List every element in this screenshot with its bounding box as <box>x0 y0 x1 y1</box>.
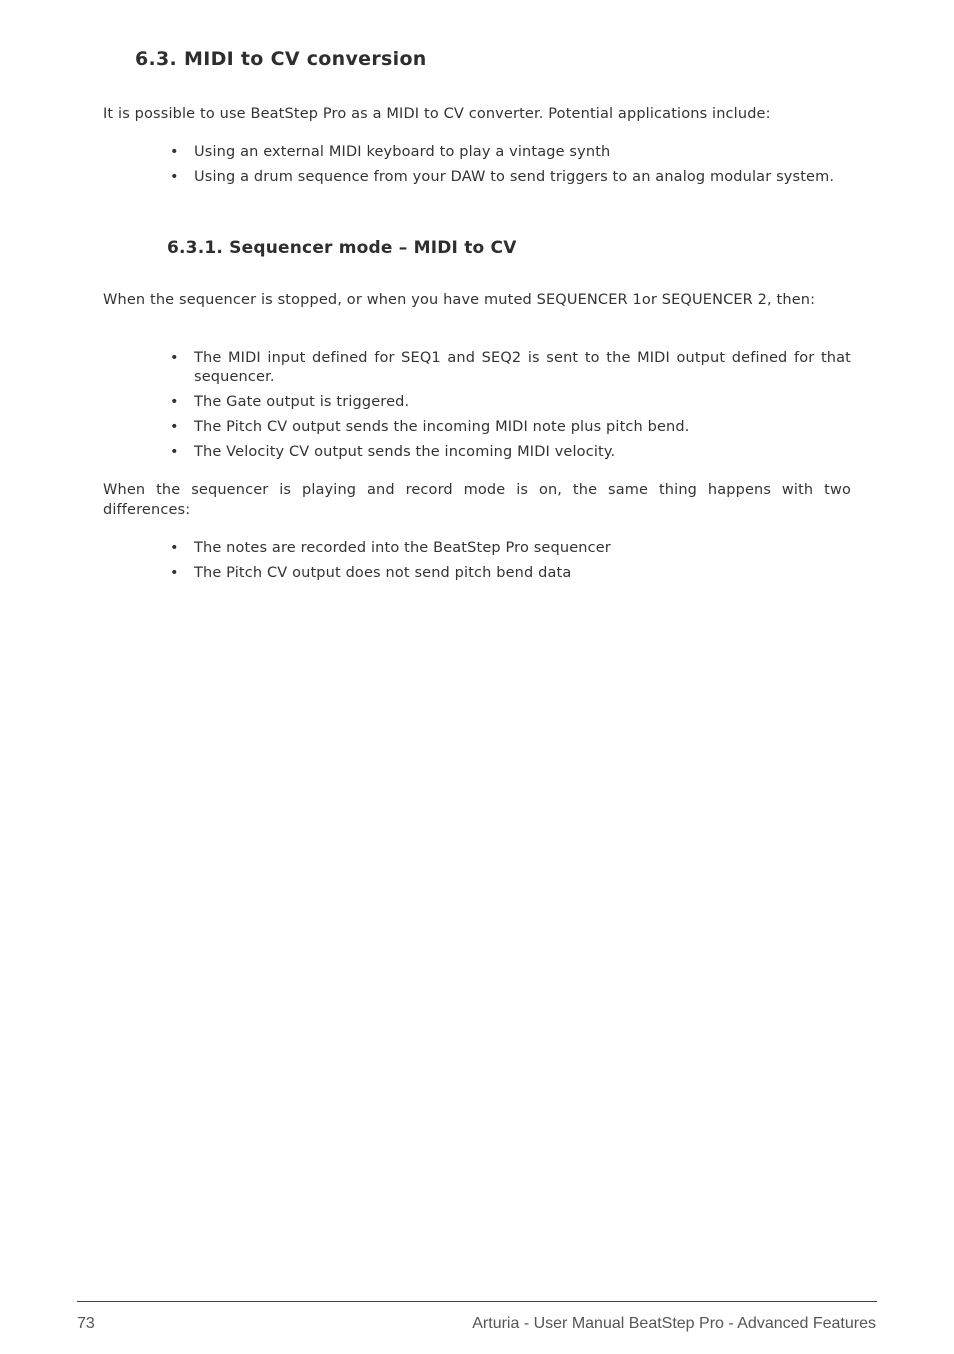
bullet-icon: • <box>170 540 179 556</box>
list-item <box>170 393 851 412</box>
list-item <box>170 349 851 387</box>
list-item <box>170 168 851 187</box>
recording-paragraph: When the sequencer is playing and record mode is on, the same thing happens with two differences: <box>103 482 851 518</box>
subsection-title: 6.3.1. Sequencer mode – MIDI to CV <box>167 238 517 258</box>
list-item-text: The Pitch CV output does not send pitch bend data <box>194 565 572 581</box>
page-number: 73 <box>77 1315 95 1332</box>
stopped-behavior-list <box>170 349 851 468</box>
list-item <box>170 143 851 162</box>
intro-paragraph: It is possible to use BeatStep Pro as a MIDI to CV converter. Potential applications include: <box>103 106 771 122</box>
list-item <box>170 418 851 437</box>
section-title: 6.3. MIDI to CV conversion <box>135 48 427 70</box>
list-item-text: The Gate output is triggered. <box>194 394 410 410</box>
list-item-text: The MIDI input defined for SEQ1 and SEQ2 is sent to the MIDI output defined for that sequencer. <box>194 350 851 385</box>
list-item <box>170 539 851 558</box>
footer-document-title: Arturia - User Manual BeatStep Pro - Advanced Features <box>472 1315 876 1332</box>
list-item-text: Using an external MIDI keyboard to play a vintage synth <box>194 144 611 160</box>
stopped-paragraph: When the sequencer is stopped, or when you have muted SEQUENCER 1or SEQUENCER 2, then: <box>103 292 816 308</box>
bullet-icon: • <box>170 169 179 185</box>
list-item <box>170 564 851 583</box>
list-item-text: The Velocity CV output sends the incoming MIDI velocity. <box>194 444 616 460</box>
bullet-icon: • <box>170 350 179 366</box>
list-item <box>170 443 851 462</box>
bullet-icon: • <box>170 419 179 435</box>
bullet-icon: • <box>170 444 179 460</box>
bullet-icon: • <box>170 565 179 581</box>
list-item-text: The notes are recorded into the BeatStep Pro sequencer <box>194 540 611 556</box>
footer-divider <box>77 1301 877 1302</box>
recording-differences-list <box>170 539 851 589</box>
list-item-text: Using a drum sequence from your DAW to send triggers to an analog modular system. <box>194 169 835 185</box>
list-item-text: The Pitch CV output sends the incoming MIDI note plus pitch bend. <box>194 419 690 435</box>
bullet-icon: • <box>170 394 179 410</box>
applications-list <box>170 143 851 193</box>
bullet-icon: • <box>170 144 179 160</box>
